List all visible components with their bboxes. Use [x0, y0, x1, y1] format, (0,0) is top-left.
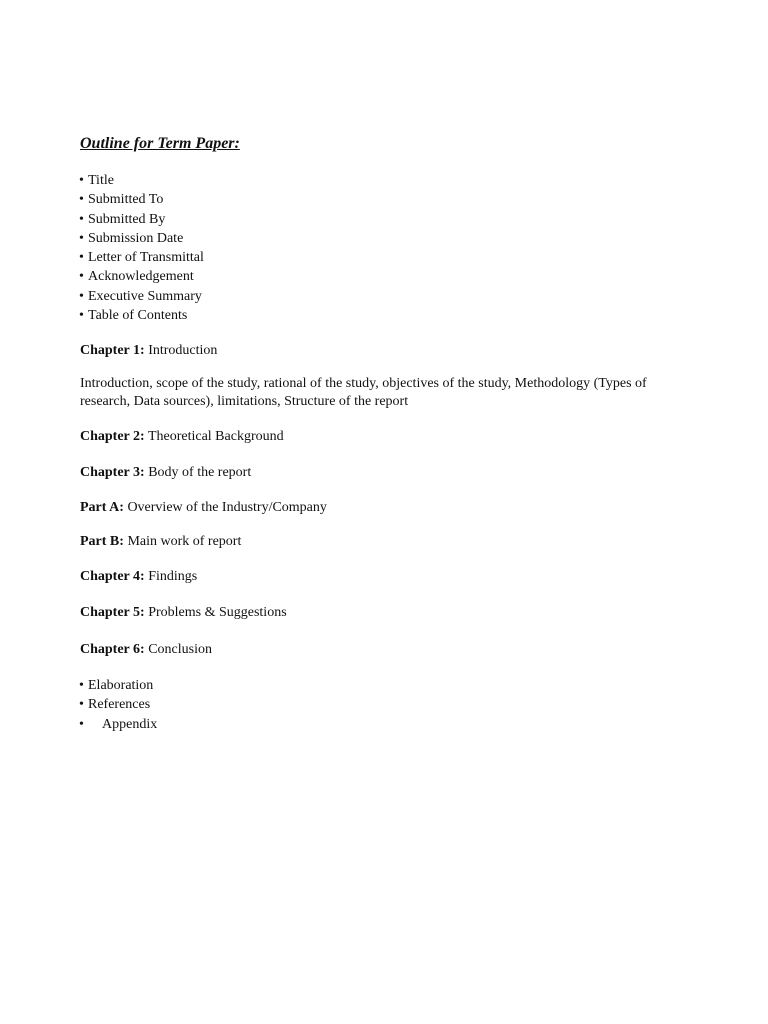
back-matter-list: [79, 676, 157, 734]
list-item: • Letter of Transmittal: [79, 248, 204, 267]
part-label: Part A:: [80, 500, 124, 515]
bullet-icon: •: [79, 678, 84, 693]
chapter-5-heading: [80, 604, 287, 621]
list-item: • Appendix: [79, 715, 157, 734]
chapter-label: Chapter 6:: [80, 642, 145, 657]
part-b-heading: [80, 533, 241, 550]
chapter-title: Body of the report: [148, 465, 252, 480]
chapter-6-heading: [80, 641, 212, 658]
chapter-title: Theoretical Background: [147, 429, 284, 444]
chapter-label: Chapter 5:: [80, 605, 145, 620]
bullet-icon: •: [79, 250, 84, 266]
chapter-title: Conclusion: [148, 642, 212, 657]
chapter-3-heading: [80, 464, 251, 481]
chapter-1-heading: [80, 342, 217, 359]
list-item: • Submission Date: [79, 229, 204, 248]
chapter-title: Introduction: [148, 343, 218, 358]
bullet-icon: •: [79, 230, 84, 246]
part-label: Part B:: [80, 534, 124, 549]
part-a-heading: [80, 499, 327, 516]
chapter-title: Findings: [148, 569, 198, 584]
list-item: • Acknowledgement: [79, 267, 204, 286]
list-item: • Table of Contents: [79, 306, 204, 325]
chapter-label: Chapter 3:: [80, 465, 145, 480]
list-item: • Elaboration: [79, 676, 157, 695]
list-item: • Submitted By: [79, 210, 204, 229]
bullet-icon: •: [79, 697, 84, 713]
part-title: Main work of report: [127, 534, 242, 549]
chapter-title: Problems & Suggestions: [148, 605, 287, 620]
chapter-label: Chapter 2:: [80, 429, 145, 444]
bullet-icon: •: [79, 173, 84, 188]
page-title: Outline for Term Paper:: [80, 135, 240, 152]
bullet-icon: •: [79, 269, 84, 285]
bullet-icon: •: [79, 716, 84, 732]
front-matter-list: [79, 171, 204, 325]
bullet-icon: •: [79, 192, 84, 208]
chapter-1-description: Introduction, scope of the study, rational of the study, objectives of the study, Methodology (Types of research, Data sources), limitations, Structure of the report: [80, 376, 647, 409]
part-title: Overview of the Industry/Company: [127, 500, 327, 515]
list-item: • Title: [79, 171, 204, 190]
bullet-icon: •: [79, 308, 84, 324]
list-item: • Executive Summary: [79, 287, 204, 306]
list-item: • References: [79, 695, 157, 714]
chapter-label: Chapter 4:: [80, 569, 145, 584]
bullet-icon: •: [79, 288, 84, 304]
list-item: • Submitted To: [79, 190, 204, 209]
chapter-4-heading: [80, 568, 197, 585]
chapter-2-heading: [80, 428, 284, 445]
bullet-icon: •: [79, 211, 84, 227]
chapter-label: Chapter 1:: [80, 343, 145, 358]
